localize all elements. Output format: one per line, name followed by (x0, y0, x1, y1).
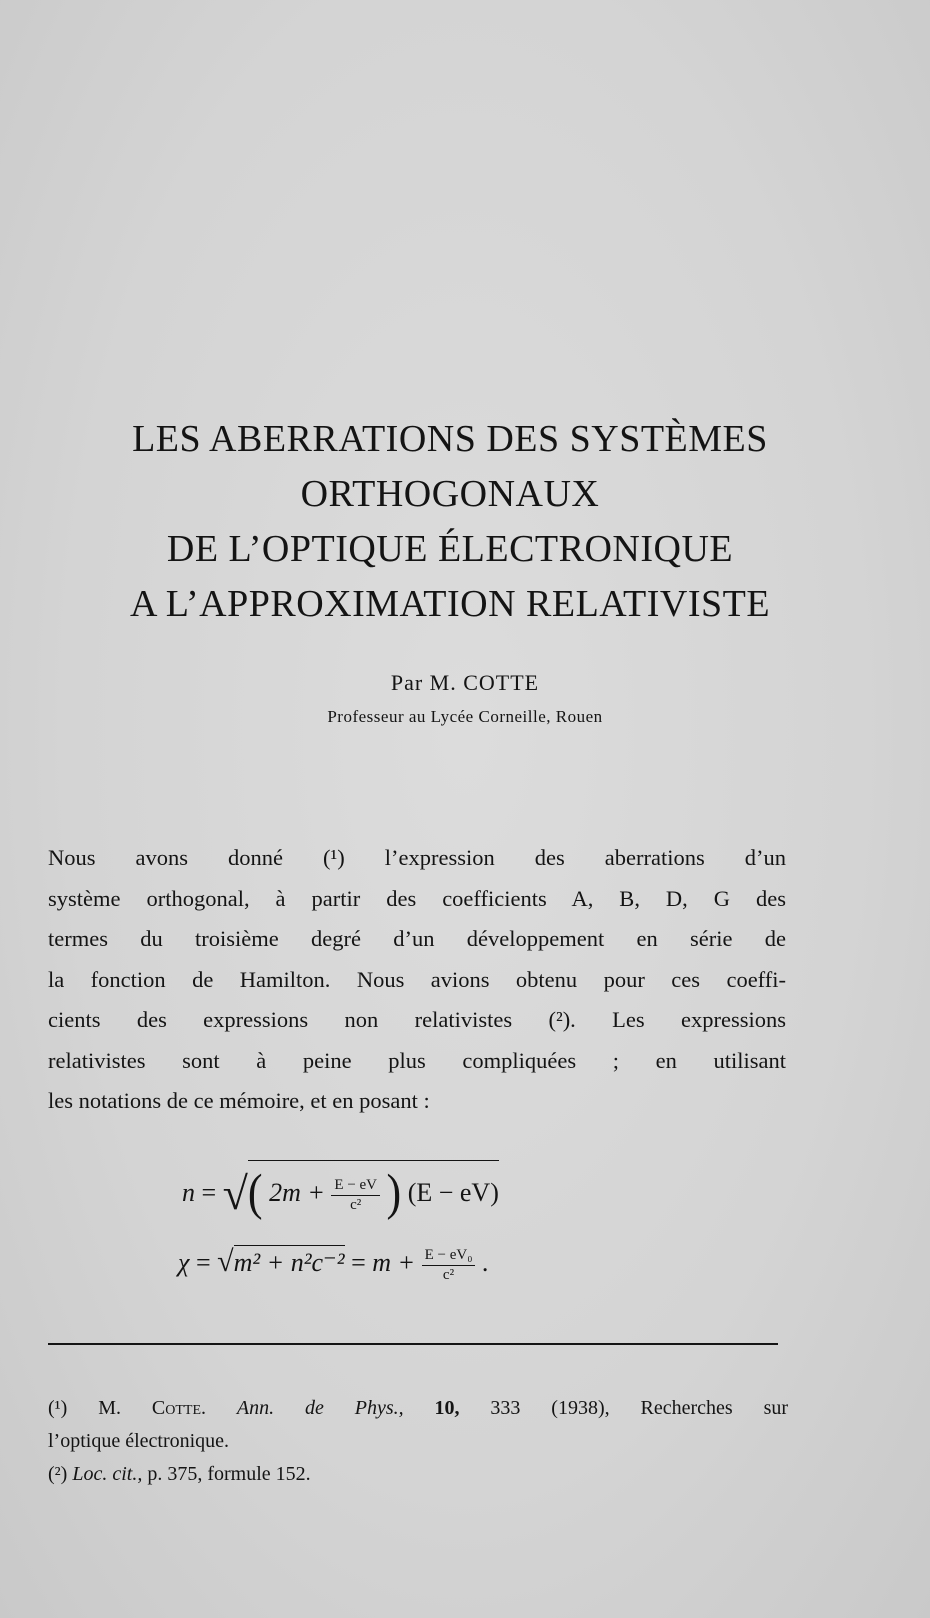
footnote-1-continuation: l’optique électronique. (48, 1430, 230, 1452)
title-line-2: ORTHOGONAUX (300, 473, 600, 515)
eq2-equals-2: = (351, 1248, 366, 1277)
footnote-1-rest: 333 (1938), Recherches sur (490, 1397, 789, 1419)
footnote-2-marker: (²) (48, 1463, 68, 1485)
eq1-frac-num: E − eV (331, 1176, 380, 1196)
footnote-divider (48, 1343, 778, 1345)
affiliation-line: Professeur au Lycée Corneille, Rouen (327, 707, 603, 726)
equation-n (182, 1160, 499, 1220)
paragraph-line-5: cients des expressions non relativistes (²). Les expressions (48, 1007, 786, 1032)
footnote-2-rest: p. 375, formule 152. (147, 1463, 311, 1485)
footnote-1-volume: 10, (434, 1397, 460, 1419)
footnote-1 (48, 1392, 788, 1425)
sqrt-sign-icon: √ (222, 1168, 248, 1219)
eq2-sqrt-body (234, 1245, 345, 1278)
left-paren-icon: ( (247, 1164, 263, 1221)
eq1-frac-den: c² (350, 1196, 362, 1213)
paragraph-line-7: les notations de ce mémoire, et en posant : (48, 1088, 430, 1113)
sqrt-sign-icon: √ (217, 1245, 234, 1278)
eq1-equals: = (201, 1178, 217, 1207)
eq2-sqrt-content: m² + n²c⁻² (233, 1248, 345, 1277)
title-line-3: DE L’OPTIQUE ÉLECTRONIQUE (166, 528, 734, 570)
footnote-1-journal: Ann. de Phys., (236, 1397, 404, 1419)
eq1-fraction (331, 1176, 380, 1215)
paragraph-line-6: relativistes sont à peine plus compliquées ; en utilisant (48, 1047, 786, 1073)
paragraph-line-1: Nous avons donné (¹) l’expression des aberrations d’un (48, 845, 786, 870)
footnote-1-author: M. Cotte. (98, 1397, 206, 1419)
footnote-2 (48, 1458, 788, 1491)
footnote-1-marker: (¹) (48, 1397, 68, 1419)
eq1-sqrt-body (247, 1160, 499, 1221)
footnote-2-ref: Loc. cit., (72, 1463, 143, 1485)
title-line-4: A L’APPROXIMATION RELATIVISTE (129, 583, 771, 625)
eq2-frac-num: E − eV₀ (422, 1246, 476, 1266)
eq2-period: . (481, 1248, 489, 1277)
paragraph-line-3: termes du troisième degré d’un développement en série de (48, 926, 786, 951)
paragraph-line-2: système orthogonal, à partir des coefficients A, B, D, G des (48, 885, 786, 911)
eq2-term: m + (372, 1248, 416, 1277)
author-line: Par M. COTTE (390, 670, 540, 695)
eq2-equals-1: = (195, 1248, 211, 1277)
footnotes (48, 1392, 788, 1491)
paper-title (60, 412, 840, 632)
paragraph-line-4: la fonction de Hamilton. Nous avions obtenu pour ces coeffi- (48, 966, 786, 992)
right-paren-icon: ) (386, 1164, 402, 1221)
eq2-frac-den: c² (442, 1266, 455, 1283)
equation-chi (178, 1245, 488, 1285)
eq2-lhs: χ (178, 1248, 190, 1277)
eq1-term1: 2m + (269, 1178, 325, 1207)
body-paragraph (48, 838, 786, 1122)
eq2-fraction (422, 1246, 476, 1285)
eq1-term2: (E − eV) (407, 1178, 499, 1207)
eq1-lhs: n (182, 1178, 195, 1207)
title-line-1: LES ABERRATIONS DES SYSTÈMES (132, 418, 768, 460)
